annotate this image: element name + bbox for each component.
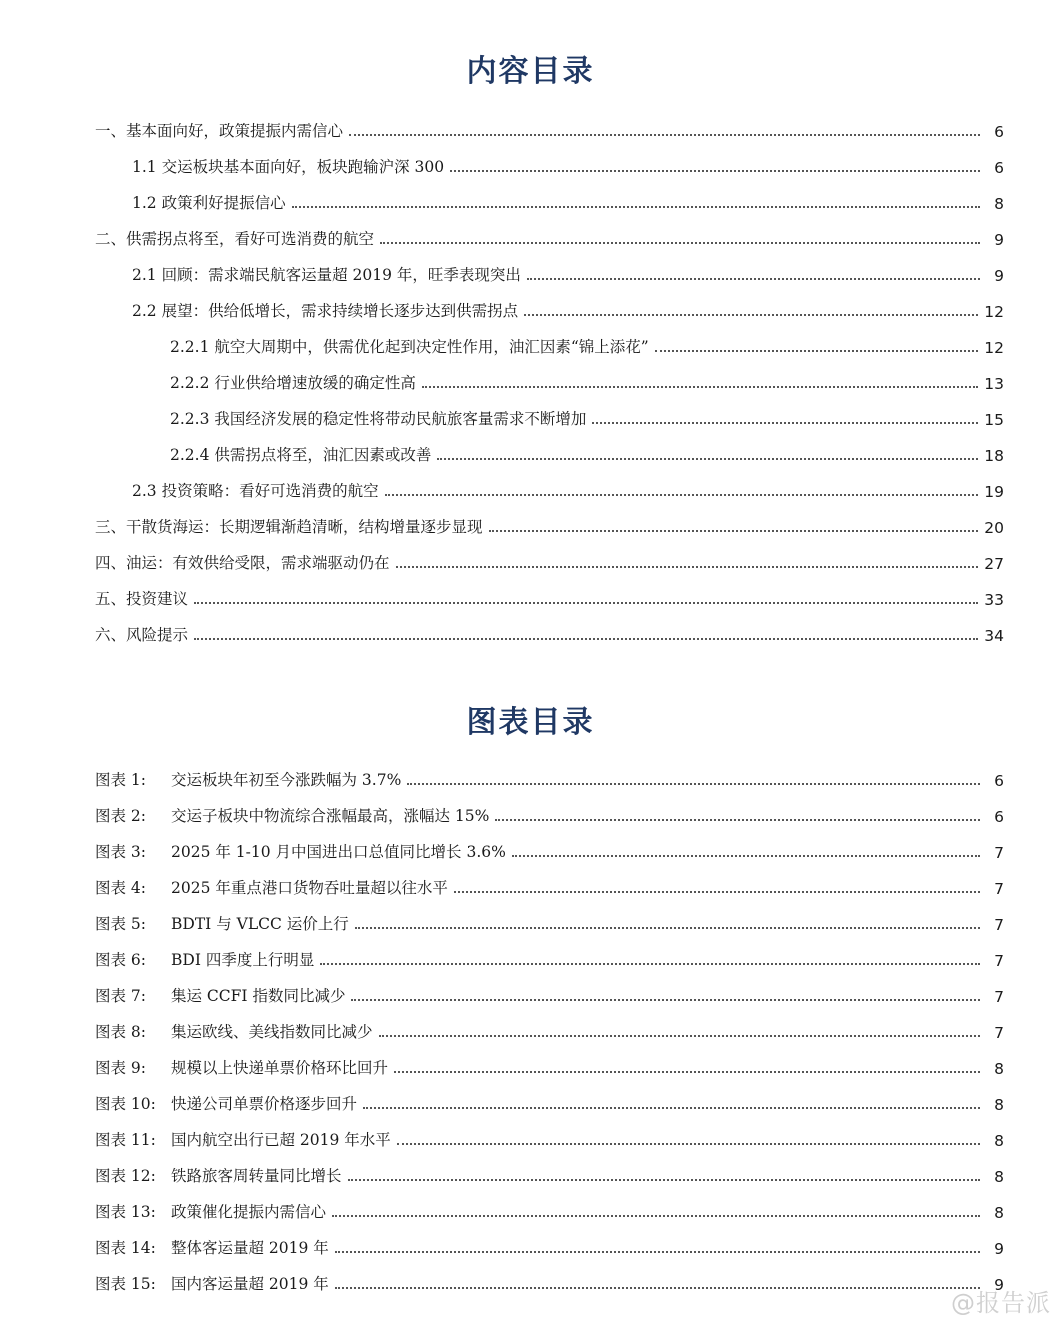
figure-entry-label: 集运 CCFI 指数同比减少 <box>171 987 346 1005</box>
toc-entry-label: 2.2.1 航空大周期中，供需优化起到决定性作用，油汇因素“锦上添花” <box>170 338 649 356</box>
figure-entry-label: 2025 年重点港口货物吞吐量超以往水平 <box>171 879 448 897</box>
figure-entry-text <box>95 1092 357 1120</box>
figure-entry-label: 2025 年 1-10 月中国进出口总值同比增长 3.6% <box>171 843 506 861</box>
figure-number: 图表 3: <box>95 843 147 861</box>
toc-entry-label: 三、干散货海运：长期逻辑渐趋清晰，结构增量逐步显现 <box>95 518 483 536</box>
figure-entry-page: 7 <box>994 880 1004 898</box>
toc-entry-label: 1.2 政策利好提振信心 <box>132 194 286 212</box>
figure-number: 图表 5: <box>95 915 147 933</box>
toc-entry-label: 四、油运：有效供给受限，需求端驱动仍在 <box>95 554 390 572</box>
dot-leader <box>527 278 980 280</box>
toc-entry[interactable] <box>0 255 1061 291</box>
figure-entry-label: 整体客运量超 2019 年 <box>171 1239 329 1257</box>
dot-leader <box>335 1287 980 1289</box>
toc-entry-label: 二、供需拐点将至，看好可选消费的航空 <box>95 230 375 248</box>
figure-entry-page: 6 <box>994 808 1004 826</box>
figure-entry[interactable] <box>0 1156 1061 1192</box>
toc-entry[interactable] <box>0 147 1061 183</box>
figure-entry-page: 7 <box>994 952 1004 970</box>
figure-entry[interactable] <box>0 1012 1061 1048</box>
toc-entry-label: 2.2.2 行业供给增速放缓的确定性高 <box>170 374 416 392</box>
figure-entry-page: 7 <box>994 844 1004 862</box>
figure-entry[interactable] <box>0 940 1061 976</box>
toc-entry-page: 6 <box>994 123 1004 141</box>
dot-leader <box>385 494 979 496</box>
toc-entry-page: 34 <box>984 627 1004 645</box>
toc-entry-page: 13 <box>984 375 1004 393</box>
dot-leader <box>351 999 980 1001</box>
toc-entry-page: 9 <box>994 231 1004 249</box>
figure-entry[interactable] <box>0 1192 1061 1228</box>
toc-entry-page: 18 <box>984 447 1004 465</box>
toc-title: 内容目录 <box>466 54 595 89</box>
figure-entry-page: 8 <box>994 1168 1004 1186</box>
figure-entry-text <box>95 984 345 1012</box>
dot-leader <box>292 206 980 208</box>
dot-leader <box>380 242 980 244</box>
figure-entry-page: 7 <box>994 1024 1004 1042</box>
figure-entry-page: 9 <box>994 1276 1004 1294</box>
dot-leader <box>489 530 979 532</box>
toc-entry[interactable] <box>0 183 1061 219</box>
figure-entry[interactable] <box>0 832 1061 868</box>
figure-entry[interactable] <box>0 868 1061 904</box>
figure-list <box>0 760 1061 1300</box>
toc-entry[interactable] <box>0 507 1061 543</box>
figure-entry[interactable] <box>0 796 1061 832</box>
figure-entry[interactable] <box>0 1048 1061 1084</box>
dot-leader <box>394 1071 980 1073</box>
figure-entry[interactable] <box>0 760 1061 796</box>
toc-entry-label: 2.3 投资策略：看好可选消费的航空 <box>132 482 379 500</box>
figure-number: 图表 7: <box>95 987 147 1005</box>
figure-list-title: 图表目录 <box>466 705 595 740</box>
figure-entry-label: 铁路旅客周转量同比增长 <box>171 1167 342 1185</box>
figure-entry-text <box>95 912 349 940</box>
toc-entry-page: 33 <box>984 591 1004 609</box>
figure-number: 图表 1: <box>95 771 147 789</box>
dot-leader <box>396 566 979 568</box>
figure-entry[interactable] <box>0 1228 1061 1264</box>
figure-entry-page: 6 <box>994 772 1004 790</box>
figure-entry-label: 国内客运量超 2019 年 <box>171 1275 329 1293</box>
figure-entry-label: 集运欧线、美线指数同比减少 <box>171 1023 373 1041</box>
figure-entry-text <box>95 768 401 796</box>
toc-entry-label: 五、投资建议 <box>95 590 189 608</box>
toc-entry-page: 9 <box>994 267 1004 285</box>
toc-entry-label: 一、基本面向好，政策提振内需信心 <box>95 122 344 140</box>
dot-leader <box>194 602 978 604</box>
figure-number: 图表 2: <box>95 807 147 825</box>
dot-leader <box>320 963 980 965</box>
toc-entry-label: 2.2.4 供需拐点将至，油汇因素或改善 <box>170 446 432 464</box>
watermark: @报告派 <box>951 1289 1051 1317</box>
toc-entry-page: 12 <box>984 303 1004 321</box>
figure-entry-text <box>95 876 448 904</box>
toc-list <box>0 111 1061 651</box>
toc-entry[interactable] <box>0 327 1061 363</box>
toc-entry[interactable] <box>0 543 1061 579</box>
figure-entry-page: 8 <box>994 1204 1004 1222</box>
figure-entry[interactable] <box>0 1120 1061 1156</box>
figure-entry-text <box>95 1272 329 1300</box>
dot-leader <box>407 783 980 785</box>
figure-entry-label: 规模以上快递单票价格环比回升 <box>171 1059 389 1077</box>
figure-entry-text <box>95 840 506 868</box>
figure-number: 图表 12: <box>95 1167 156 1185</box>
figure-entry-text <box>95 804 489 832</box>
toc-entry-label: 2.2 展望：供给低增长，需求持续增长逐步达到供需拐点 <box>132 302 519 320</box>
dot-leader <box>349 134 980 136</box>
figure-entry-text <box>95 948 314 976</box>
figure-entry-label: 政策催化提振内需信心 <box>171 1203 327 1221</box>
toc-entry[interactable] <box>0 615 1061 651</box>
dot-leader <box>454 891 980 893</box>
figure-entry-label: 国内航空出行已超 2019 年水平 <box>171 1131 391 1149</box>
toc-entry-label: 六、风险提示 <box>95 626 189 644</box>
toc-entry-page: 27 <box>984 555 1004 573</box>
figure-number: 图表 11: <box>95 1131 156 1149</box>
figure-entry-page: 7 <box>994 988 1004 1006</box>
figure-entry-page: 8 <box>994 1060 1004 1078</box>
figure-entry-text <box>95 1164 342 1192</box>
figure-entry-text <box>95 1236 329 1264</box>
figure-entry-text <box>95 1128 391 1156</box>
toc-entry-page: 8 <box>994 195 1004 213</box>
dot-leader <box>194 638 978 640</box>
dot-leader <box>379 1035 980 1037</box>
figure-entry[interactable] <box>0 904 1061 940</box>
figure-entry-text <box>95 1056 388 1084</box>
toc-entry[interactable] <box>0 111 1061 147</box>
dot-leader <box>450 170 980 172</box>
figure-entry-label: 交运子板块中物流综合涨幅最高，涨幅达 15% <box>171 807 490 825</box>
dot-leader <box>335 1251 980 1253</box>
toc-entry[interactable] <box>0 219 1061 255</box>
figure-entry[interactable] <box>0 1264 1061 1300</box>
dot-leader <box>397 1143 980 1145</box>
toc-entry[interactable] <box>0 291 1061 327</box>
figure-entry-label: BDTI 与 VLCC 运价上行 <box>171 915 349 933</box>
figure-entry-text <box>95 1200 326 1228</box>
figure-number: 图表 4: <box>95 879 147 897</box>
figure-entry[interactable] <box>0 1084 1061 1120</box>
figure-number: 图表 13: <box>95 1203 156 1221</box>
toc-entry[interactable] <box>0 435 1061 471</box>
dot-leader <box>332 1215 980 1217</box>
dot-leader <box>655 350 979 352</box>
dot-leader <box>355 927 980 929</box>
toc-entry-page: 20 <box>984 519 1004 537</box>
dot-leader <box>495 819 980 821</box>
toc-entry[interactable] <box>0 363 1061 399</box>
figure-entry-label: 快递公司单票价格逐步回升 <box>171 1095 358 1113</box>
figure-number: 图表 8: <box>95 1023 147 1041</box>
toc-entry-page: 19 <box>984 483 1004 501</box>
toc-entry-label: 2.2.3 我国经济发展的稳定性将带动民航旅客量需求不断增加 <box>170 410 587 428</box>
toc-entry-label: 2.1 回顾：需求端民航客运量超 2019 年，旺季表现突出 <box>132 266 521 284</box>
figure-entry-page: 8 <box>994 1096 1004 1114</box>
dot-leader <box>512 855 980 857</box>
figure-entry-text <box>95 1020 373 1048</box>
toc-entry-label: 1.1 交运板块基本面向好，板块跑输沪深 300 <box>132 158 445 176</box>
dot-leader <box>348 1179 980 1181</box>
figure-number: 图表 14: <box>95 1239 156 1257</box>
figure-entry-page: 8 <box>994 1132 1004 1150</box>
toc-entry-page: 6 <box>994 159 1004 177</box>
dot-leader <box>592 422 978 424</box>
toc-entry-page: 12 <box>984 339 1004 357</box>
toc-entry[interactable] <box>0 399 1061 435</box>
figure-entry[interactable] <box>0 976 1061 1012</box>
figure-entry-page: 7 <box>994 916 1004 934</box>
figure-number: 图表 6: <box>95 951 147 969</box>
figure-number: 图表 15: <box>95 1275 156 1293</box>
toc-entry[interactable] <box>0 471 1061 507</box>
dot-leader <box>422 386 978 388</box>
toc-entry[interactable] <box>0 579 1061 615</box>
figure-number: 图表 9: <box>95 1059 147 1077</box>
figure-number: 图表 10: <box>95 1095 156 1113</box>
dot-leader <box>363 1107 980 1109</box>
figure-entry-label: 交运板块年初至今涨跌幅为 3.7% <box>171 771 402 789</box>
dot-leader <box>437 458 978 460</box>
dot-leader <box>524 314 978 316</box>
figure-entry-label: BDI 四季度上行明显 <box>171 951 315 969</box>
figure-entry-page: 9 <box>994 1240 1004 1258</box>
toc-entry-page: 15 <box>984 411 1004 429</box>
